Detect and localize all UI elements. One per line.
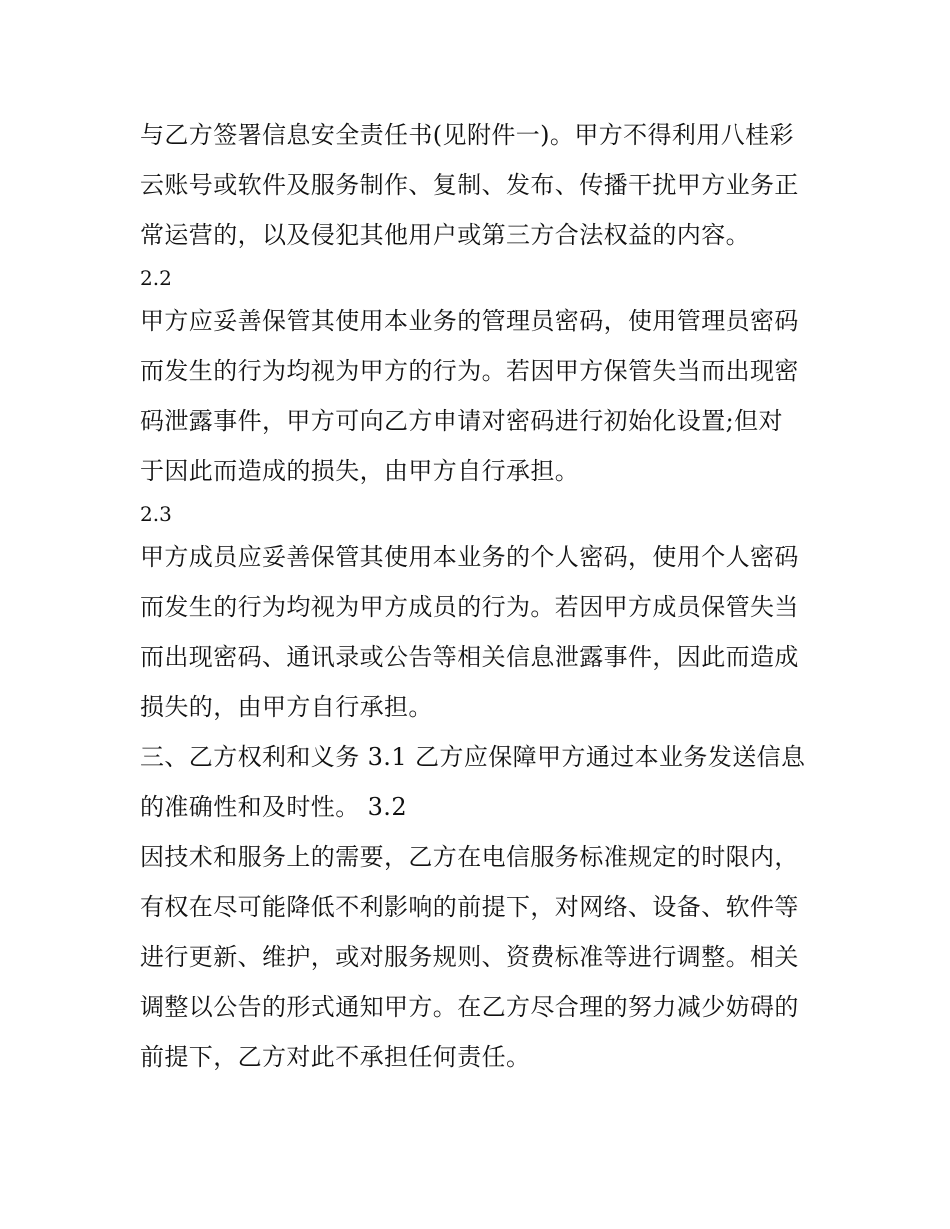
- paragraph-security-agreement: [140, 110, 820, 260]
- text-line: 而发生的行为均视为甲方的行为。若因甲方保管失当而出现密: [140, 357, 799, 385]
- text-line: 损失的，由甲方自行承担。: [140, 693, 433, 721]
- text-line: 甲方成员应妥善保管其使用本业务的个人密码，使用个人密码: [140, 543, 799, 571]
- text-line: 进行更新、维护，或对服务规则、资费标准等进行调整。相关: [140, 943, 799, 971]
- text-line: 前提下，乙方对此不承担任何责任。: [140, 1043, 531, 1071]
- text-line: 与乙方签署信息安全责任书(见附件一)。甲方不得利用八桂彩: [140, 121, 794, 149]
- text-line: 码泄露事件，甲方可向乙方申请对密码进行初始化设置;但对: [140, 407, 783, 435]
- clause-number-2-3: 2.3: [140, 502, 172, 526]
- text-line: 因技术和服务上的需要，乙方在电信服务标准规定的时限内，: [140, 843, 799, 871]
- text-line: 的准确性和及时性。 3.2: [140, 793, 407, 821]
- text-line: 三、乙方权利和义务 3.1 乙方应保障甲方通过本业务发送信息: [140, 743, 806, 771]
- paragraph-admin-password: [140, 296, 820, 496]
- text-line: 云账号或软件及服务制作、复制、发布、传播干扰甲方业务正: [140, 171, 799, 199]
- text-line: 而出现密码、通讯录或公告等相关信息泄露事件，因此而造成: [140, 643, 799, 671]
- paragraph-member-password-and-party-b: [140, 532, 820, 1082]
- text-line: 常运营的，以及侵犯其他用户或第三方合法权益的内容。: [140, 221, 750, 249]
- text-line: 有权在尽可能降低不利影响的前提下，对网络、设备、软件等: [140, 893, 799, 921]
- document-page: [140, 110, 820, 1082]
- text-line: 甲方应妥善保管其使用本业务的管理员密码，使用管理员密码: [140, 307, 799, 335]
- text-line: 调整以公告的形式通知甲方。在乙方尽合理的努力减少妨碍的: [140, 993, 799, 1021]
- text-line: 于因此而造成的损失，由甲方自行承担。: [140, 457, 580, 485]
- clause-number-2-2: 2.2: [140, 266, 172, 290]
- text-line: 而发生的行为均视为甲方成员的行为。若因甲方成员保管失当: [140, 593, 799, 621]
